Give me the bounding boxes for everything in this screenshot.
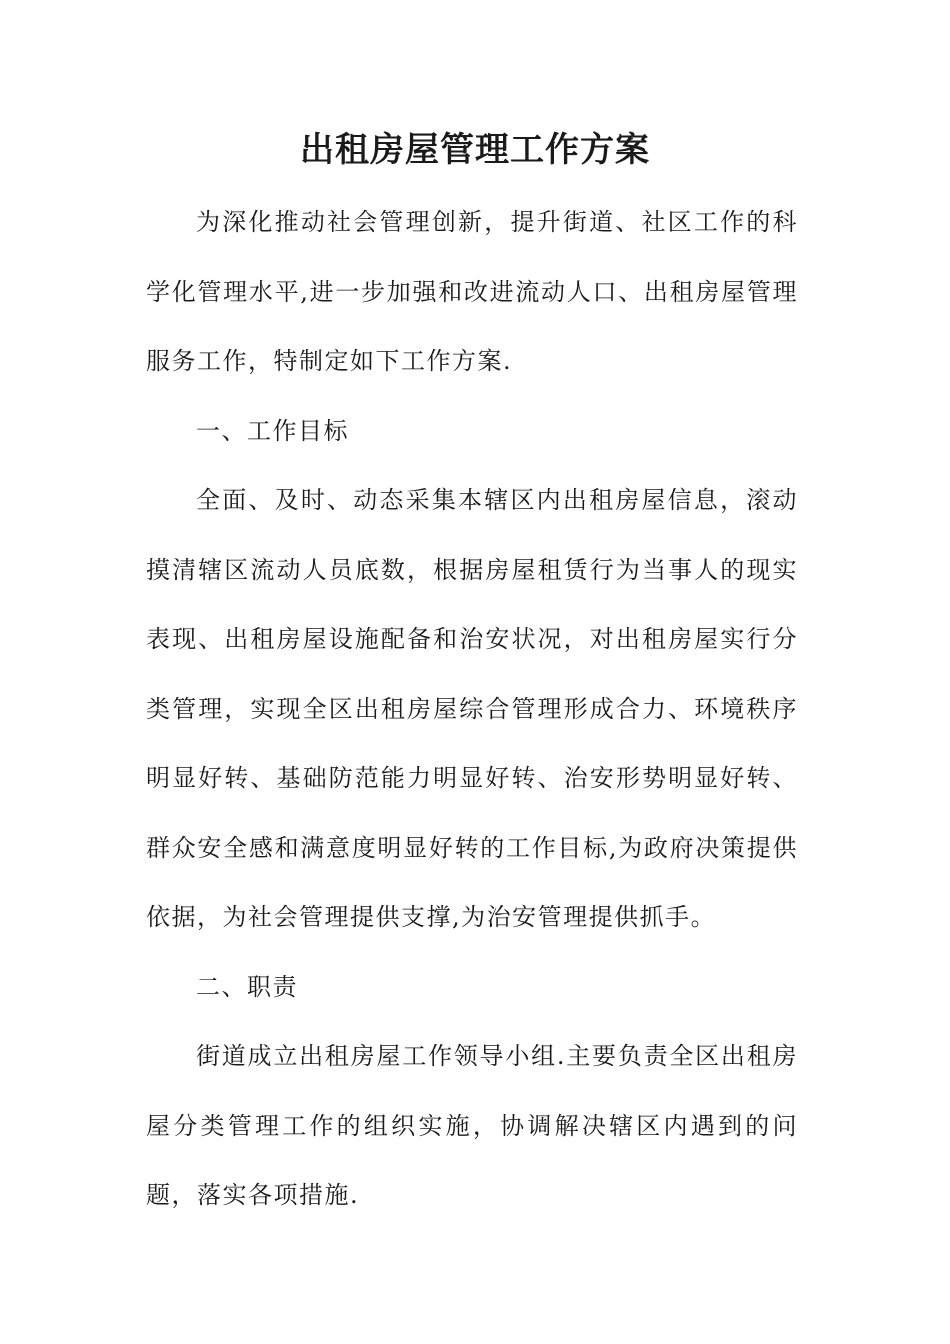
duties-paragraph: 街道成立出租房屋工作领导小组.主要负责全区出租房屋分类管理工作的组织实施，协调解决辖区内遇到的问题，落实各项措施. bbox=[146, 1042, 798, 1209]
document-title: 出租房屋管理工作方案 bbox=[300, 130, 650, 170]
section-heading-duties: 二、职责 bbox=[196, 972, 298, 1001]
section-heading-goals: 一、工作目标 bbox=[196, 416, 349, 445]
intro-paragraph: 为深化推动社会管理创新，提升街道、社区工作的科学化管理水平,进一步加强和改进流动人口、出租房屋管理服务工作，特制定如下工作方案. bbox=[146, 208, 798, 375]
goals-paragraph: 全面、及时、动态采集本辖区内出租房屋信息，滚动摸清辖区流动人员底数，根据房屋租赁行为当事人的现实表现、出租房屋设施配备和治安状况，对出租房屋实行分类管理，实现全区出租房屋综合管理形成合力、环境秩序明显好转、基础防范能力明显好转、治安形势明显好转、群众安全感和满意度明显好转的工作目标,为政府决策提供依据，为社会管理提供支撑,为治安管理提供抓手。 bbox=[146, 486, 798, 931]
document-body bbox=[146, 188, 798, 1231]
